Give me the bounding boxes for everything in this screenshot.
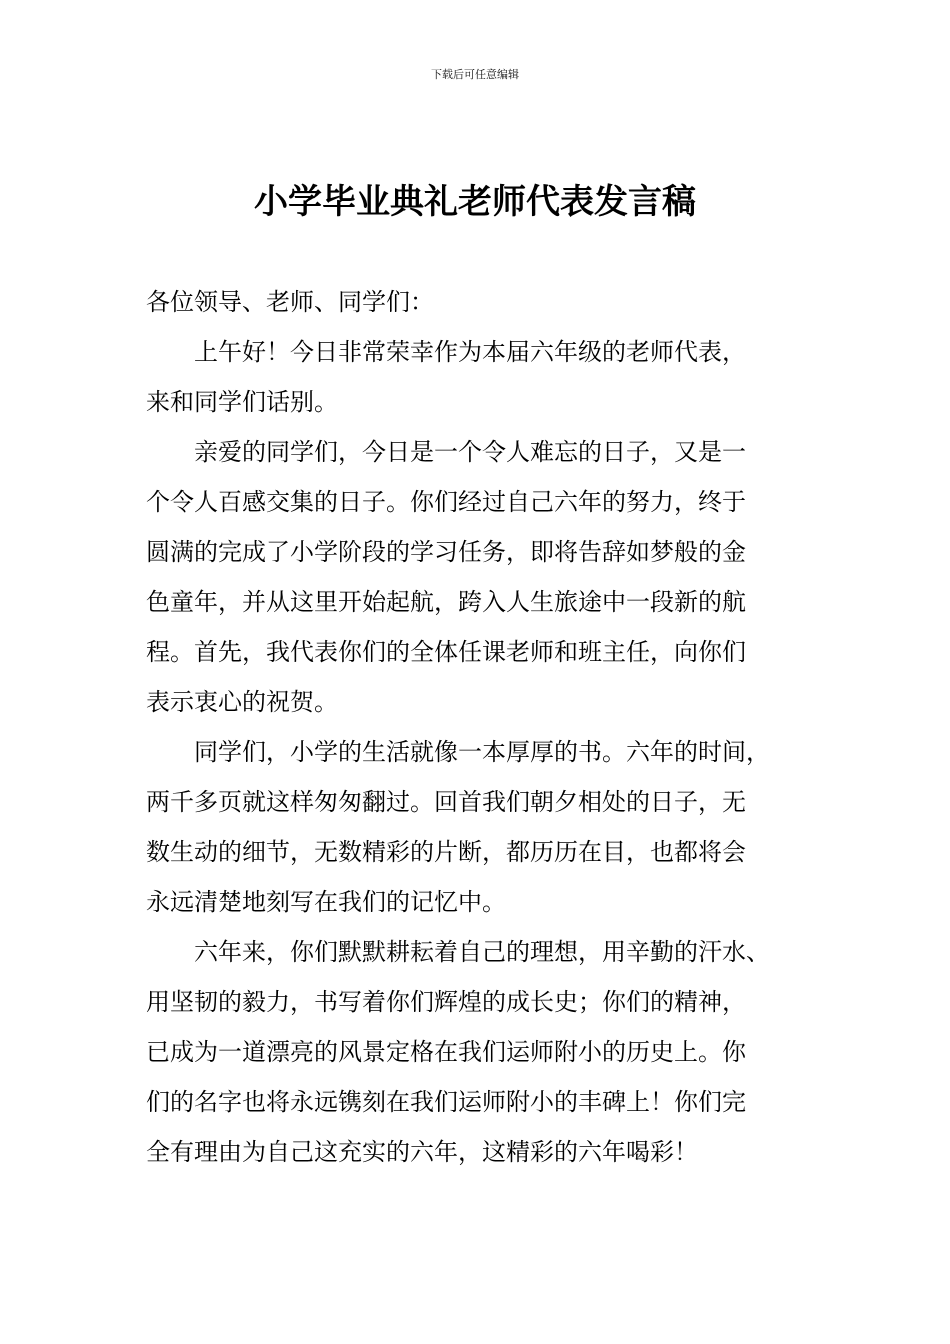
document-body [146,277,806,1177]
paragraph-line: 亲爱的同学们，今日是一个令人难忘的日子，又是一 [194,438,746,466]
paragraph-line: 们的名字也将永远镌刻在我们运师附小的丰碑上！你们完 [146,1088,746,1116]
paragraph-line: 表示衷心的祝贺。 [146,688,338,716]
paragraph-line: 色童年，并从这里开始起航，跨入人生旅途中一段新的航 [146,588,746,616]
header-note: 下载后可任意编辑 [431,68,519,81]
paragraph-line: 个令人百感交集的日子。你们经过自己六年的努力，终于 [146,488,746,516]
paragraph-line: 两千多页就这样匆匆翻过。回首我们朝夕相处的日子，无 [146,788,746,816]
paragraph-line: 已成为一道漂亮的风景定格在我们运师附小的历史上。你 [146,1038,746,1066]
paragraph-line: 程。首先，我代表你们的全体任课老师和班主任，向你们 [146,638,746,666]
paragraph-line: 来和同学们话别。 [146,388,338,416]
paragraph-line: 全有理由为自己这充实的六年，这精彩的六年喝彩！ [146,1138,698,1166]
salutation-line: 各位领导、老师、同学们： [146,288,434,316]
paragraph-line: 永远清楚地刻写在我们的记忆中。 [146,888,506,916]
paragraph-line: 圆满的完成了小学阶段的学习任务，即将告辞如梦般的金 [146,538,746,566]
document-title: 小学毕业典礼老师代表发言稿 [254,182,696,222]
paragraph-line: 六年来，你们默默耕耘着自己的理想，用辛勤的汗水、 [194,938,770,966]
paragraph-line: 上午好！今日非常荣幸作为本届六年级的老师代表， [194,338,746,366]
paragraph-line: 用坚韧的毅力，书写着你们辉煌的成长史；你们的精神， [146,988,746,1016]
paragraph-line: 数生动的细节，无数精彩的片断，都历历在目，也都将会 [146,838,746,866]
paragraph-line: 同学们，小学的生活就像一本厚厚的书。六年的时间， [194,738,770,766]
